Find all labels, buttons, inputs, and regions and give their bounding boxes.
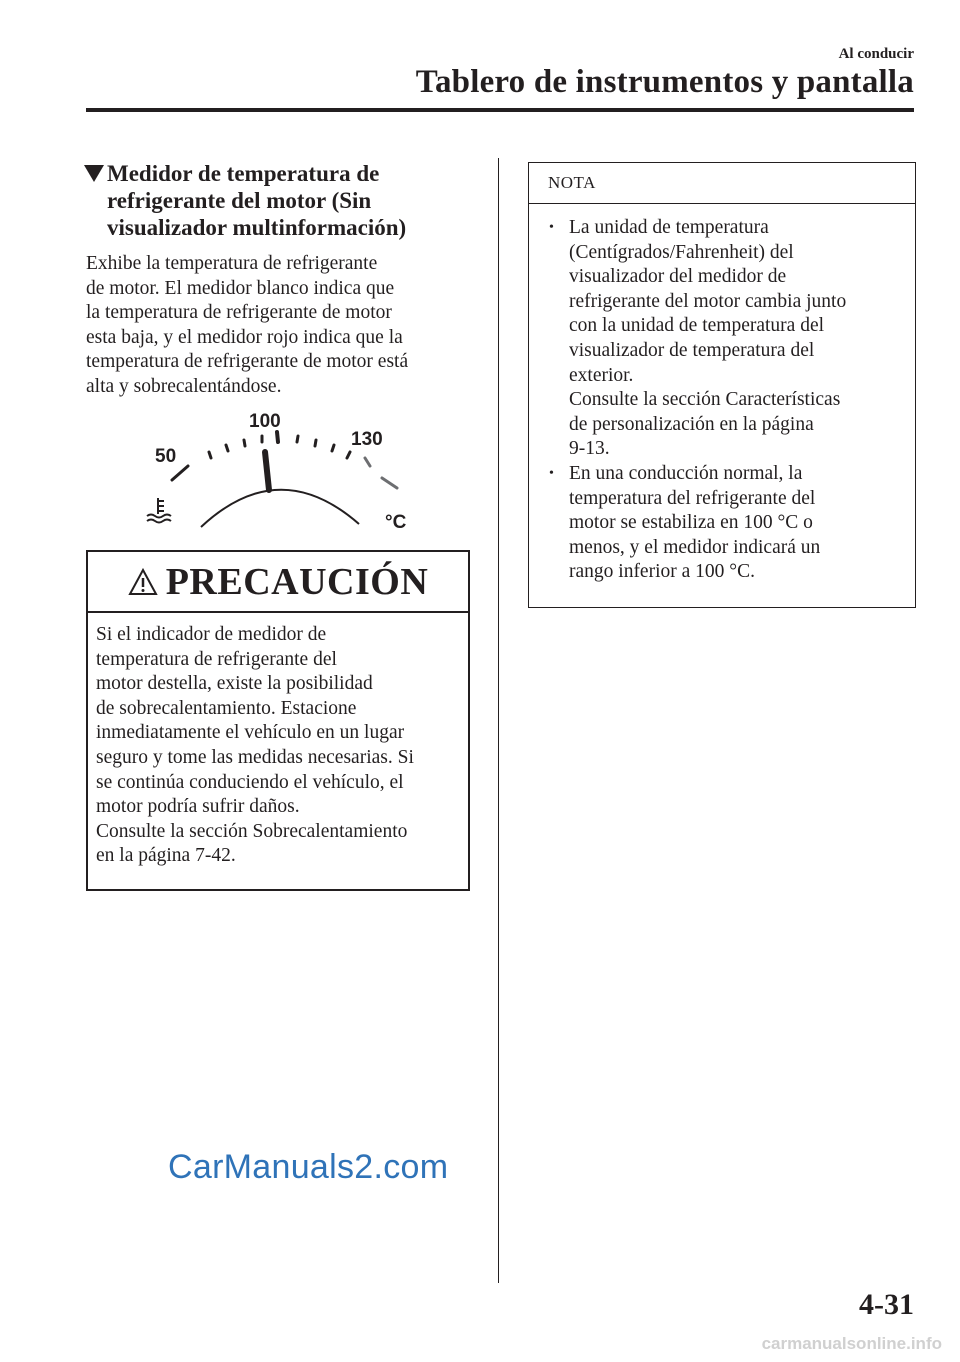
gauge-arc <box>201 490 359 527</box>
caution-box <box>86 550 470 891</box>
intro-line: la temperatura de refrigerante de motor <box>86 302 392 324</box>
bullet-icon: • <box>549 465 554 481</box>
intro-line: alta y sobrecalentándose. <box>86 375 282 397</box>
note-line: visualizador del medidor de <box>569 266 787 288</box>
gauge-label-low: 50 <box>155 446 177 467</box>
caution-body <box>88 613 468 869</box>
watermark: CarManuals2.com <box>168 1148 449 1186</box>
column-divider <box>498 158 499 1283</box>
note-line: Consulte la sección Características <box>569 389 841 411</box>
note-line: La unidad de temperatura <box>569 217 769 238</box>
caution-line: en la página 7-42. <box>96 845 236 867</box>
note-line: visualizador de temperatura del <box>569 339 815 361</box>
note-line: motor se estabiliza en 100 °C o <box>569 512 813 534</box>
bullet-icon: • <box>549 220 554 235</box>
note-box <box>528 162 916 608</box>
coolant-temperature-icon <box>147 498 171 523</box>
note-line: temperatura del refrigerante del <box>569 487 816 509</box>
note-line: (Centígrados/Fahrenheit) del <box>569 241 794 263</box>
note-line: de personalización en la página <box>569 413 814 435</box>
intro-line: de motor. El medidor blanco indica que <box>86 277 395 299</box>
caution-line: temperatura de refrigerante del <box>96 648 337 670</box>
triangle-marker-icon <box>84 165 104 182</box>
note-list <box>529 204 915 585</box>
header-section-label: Al conducir <box>838 46 914 62</box>
caution-line: inmediatamente el vehículo en un lugar <box>96 722 405 744</box>
caution-title: PRECAUCIÓN <box>165 560 429 603</box>
note-line: con la unidad de temperatura del <box>569 315 825 337</box>
section-heading <box>84 160 474 241</box>
caution-line: de sobrecalentamiento. Estacione <box>96 697 357 719</box>
note-line: refrigerante del motor cambia junto <box>569 290 847 312</box>
note-title: NOTA <box>529 163 915 204</box>
intro-line: temperatura de refrigerante de motor está <box>86 351 409 373</box>
note-line: 9-13. <box>569 438 610 460</box>
header-rule <box>86 108 914 112</box>
note-line: rango inferior a 100 °C. <box>569 561 755 583</box>
caution-line: Si el indicador de medidor de <box>96 624 327 645</box>
note-line: menos, y el medidor indicará un <box>569 536 821 558</box>
intro-line: esta baja, y el medidor rojo indica que la <box>86 326 403 348</box>
page-number: 4-31 <box>859 1288 914 1321</box>
caution-line: motor podría sufrir daños. <box>96 796 300 818</box>
note-line: exterior. <box>569 364 634 386</box>
caution-line: se continúa conduciendo el vehículo, el <box>96 771 404 793</box>
warning-triangle-icon <box>128 568 158 596</box>
footer-site-link[interactable]: carmanualsonline.info <box>761 1334 942 1353</box>
note-line: En una conducción normal, la <box>569 462 803 484</box>
gauge-unit: °C <box>385 512 407 533</box>
note-item <box>547 216 905 462</box>
gauge-label-high: 130 <box>351 429 383 450</box>
caution-line: motor destella, existe la posibilidad <box>96 673 373 695</box>
caution-line: Consulte la sección Sobrecalentamiento <box>96 820 408 842</box>
intro-paragraph <box>86 252 478 400</box>
caution-line: seguro y tome las medidas necesarias. Si <box>96 746 414 768</box>
temperature-gauge-illustration <box>135 400 435 540</box>
intro-line: Exhibe la temperatura de refrigerante <box>86 253 378 274</box>
gauge-label-mid: 100 <box>249 411 281 432</box>
header-title: Tablero de instrumentos y pantalla <box>415 64 914 100</box>
caution-header <box>88 552 468 613</box>
note-item <box>547 462 905 585</box>
gauge-needle <box>265 452 269 490</box>
section-heading-text: Medidor de temperatura de refrigerante del motor (Sin visualizador multinformación) <box>107 161 407 240</box>
